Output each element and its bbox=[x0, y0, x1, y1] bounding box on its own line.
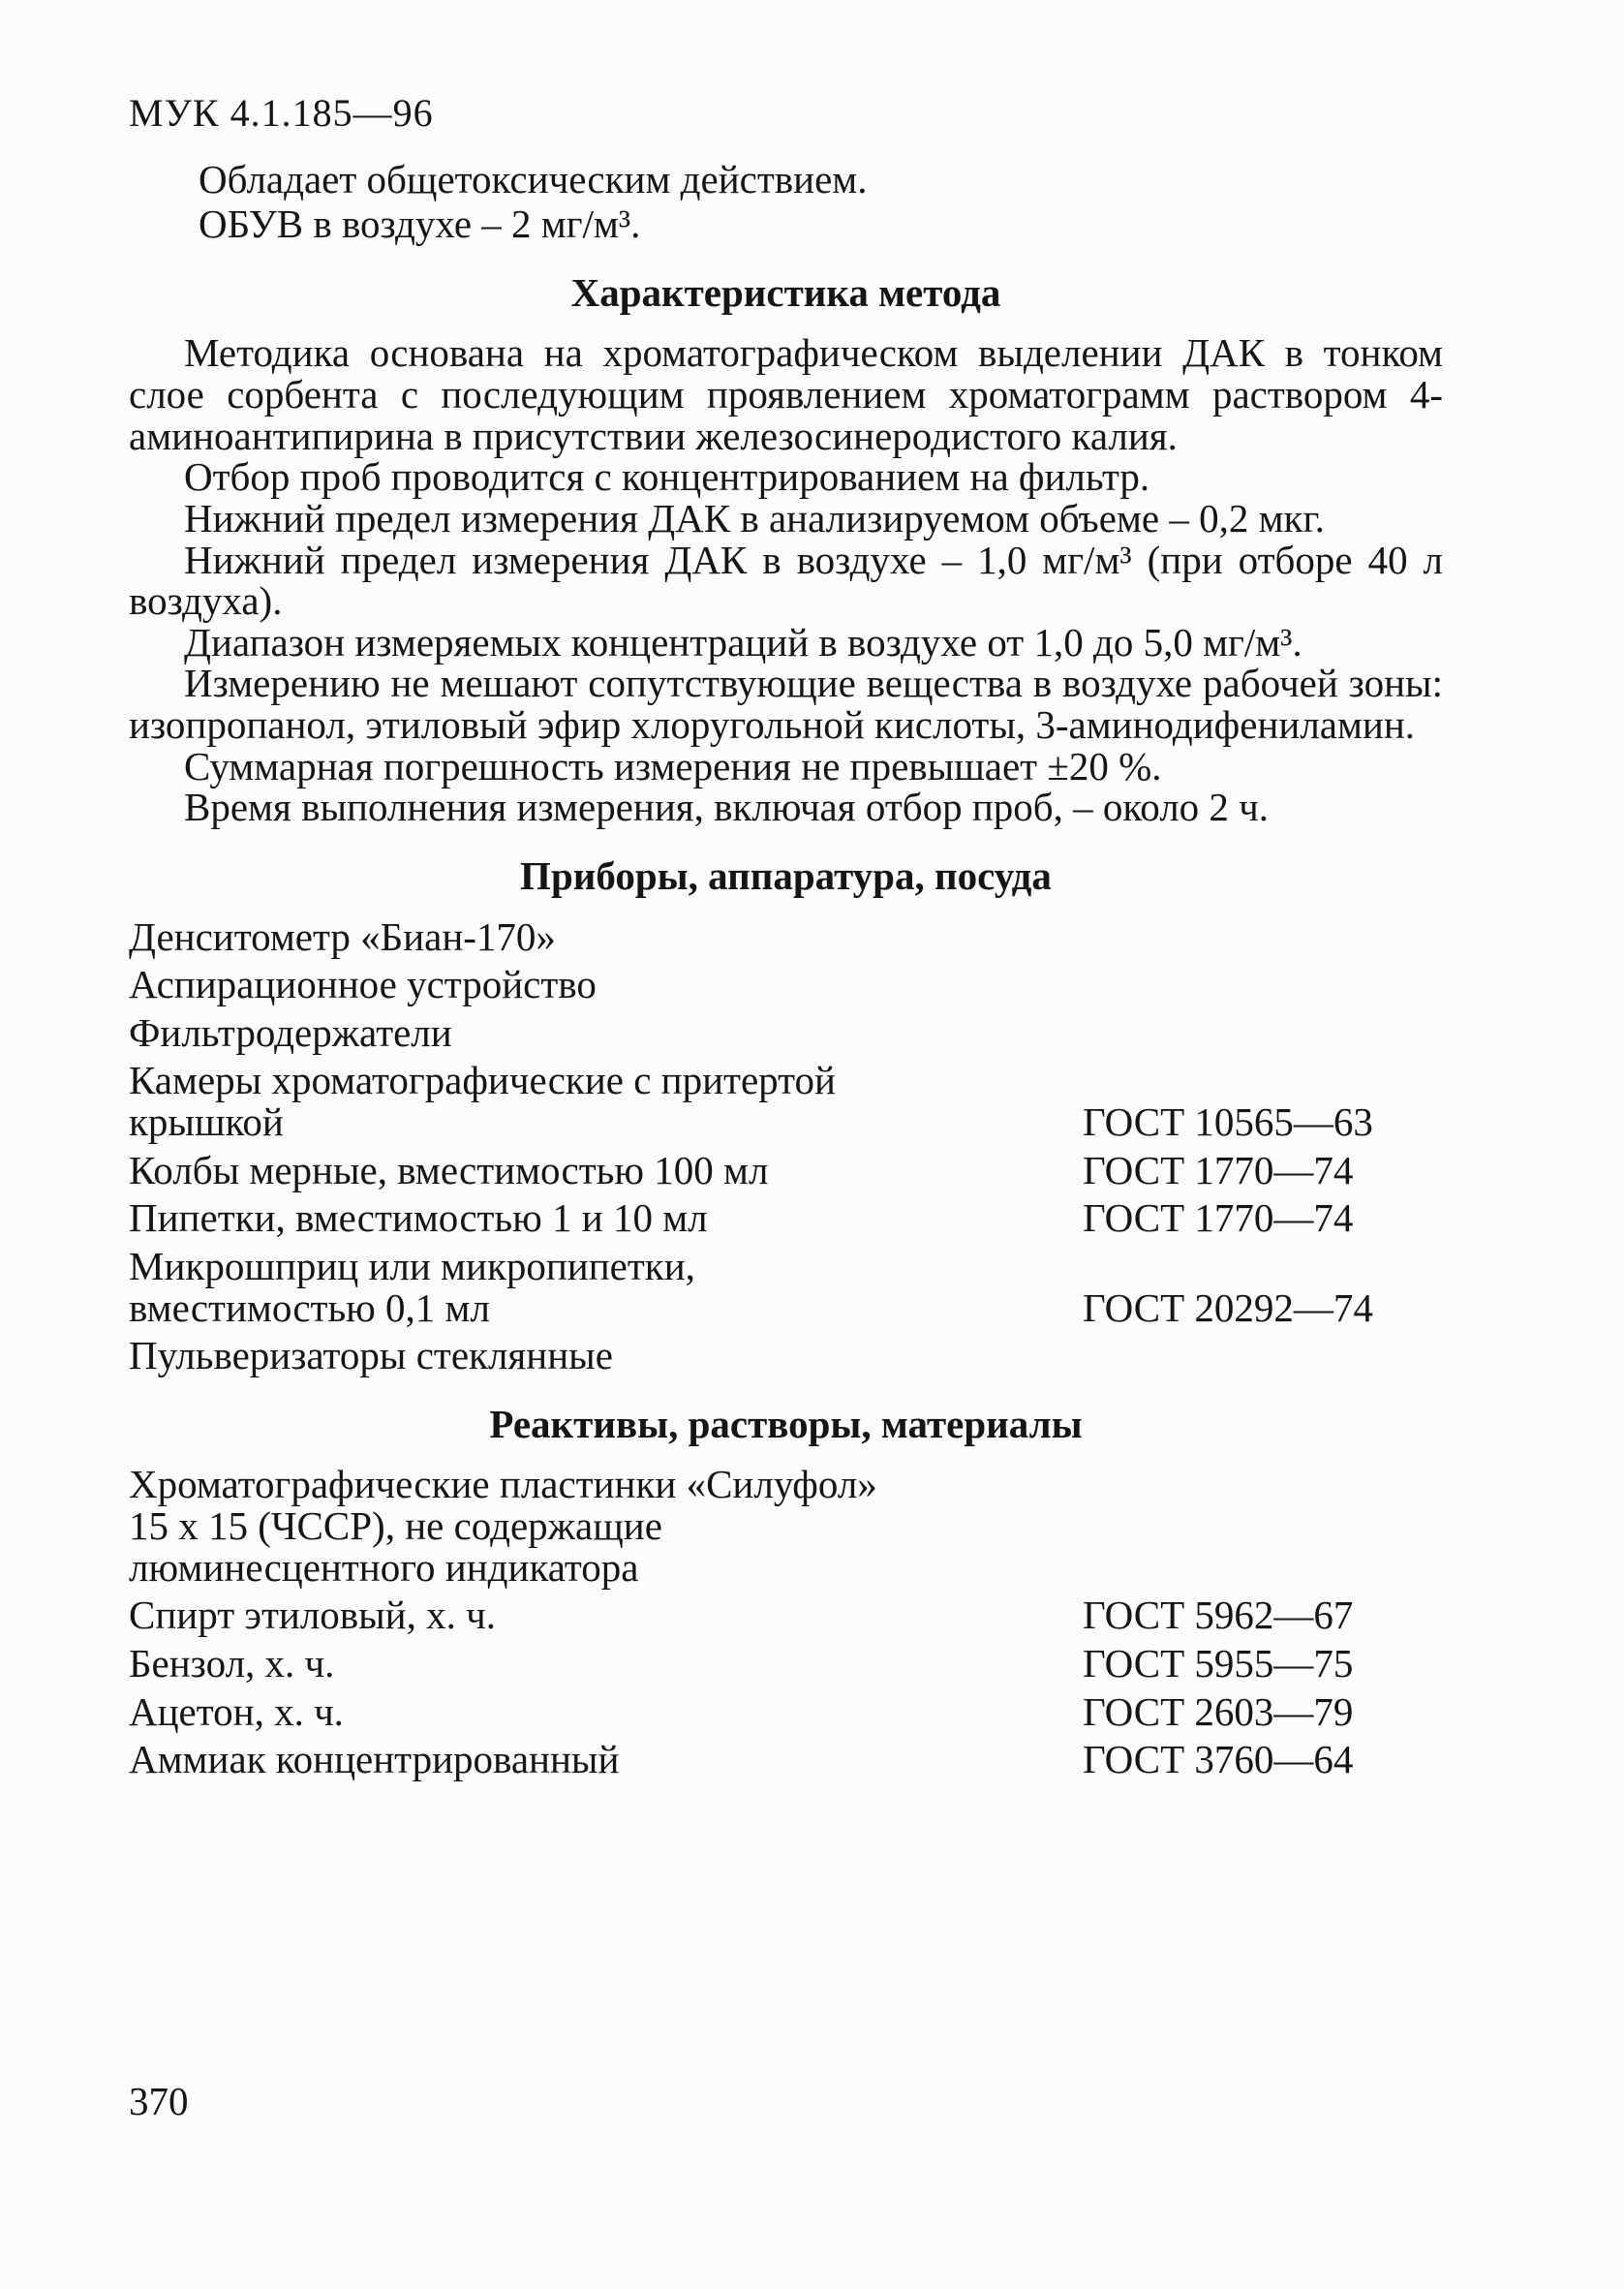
list-item bbox=[129, 1058, 1443, 1145]
list-item bbox=[129, 1594, 1443, 1636]
item-gost: ГОСТ 3760—64 bbox=[1083, 1737, 1354, 1782]
item-name: Аспирационное устройство bbox=[129, 962, 597, 1007]
list-item bbox=[129, 1197, 1443, 1239]
section-title-characteristics: Характеристика метода bbox=[570, 269, 1001, 315]
intro-line: Обладает общетоксическим действием. bbox=[199, 156, 868, 201]
item-name: Камеры хроматографические с притертой крышкой bbox=[129, 1058, 836, 1145]
list-item bbox=[129, 1243, 1443, 1330]
item-gost: ГОСТ 5962—67 bbox=[1083, 1593, 1354, 1638]
list-item bbox=[129, 964, 1443, 1005]
item-name: Микрошприц или микропипетки, вместимостью 0,1 мл bbox=[129, 1243, 695, 1330]
section-title-equipment: Приборы, аппаратура, посуда bbox=[520, 852, 1052, 898]
item-gost: ГОСТ 1770—74 bbox=[1083, 1147, 1354, 1192]
item-name: Пульверизаторы стеклянные bbox=[129, 1333, 613, 1378]
list-item bbox=[129, 1688, 1443, 1734]
list-item bbox=[129, 1009, 1443, 1055]
intro-line: ОБУВ в воздухе – 2 мг/м³. bbox=[199, 201, 641, 247]
item-name: Бензол, х. ч. bbox=[129, 1640, 335, 1686]
paragraph: Измерению не мешают сопутствующие вещества в воздухе рабочей зоны: изопропанол, этиловый эфир хлоругольной кислоты, 3-аминодифениламин. bbox=[129, 661, 1443, 748]
item-name: Ацетон, х. ч. bbox=[129, 1688, 344, 1734]
item-gost: ГОСТ 20292—74 bbox=[1083, 1284, 1373, 1330]
section-title-reagents: Реактивы, растворы, материалы bbox=[489, 1401, 1083, 1446]
paragraph: Отбор проб проводится с концентрированием на фильтр. bbox=[184, 454, 1150, 500]
list-item bbox=[129, 1739, 1443, 1780]
document-code: МУК 4.1.185—96 bbox=[129, 91, 434, 135]
item-gost: ГОСТ 10565—63 bbox=[1083, 1099, 1373, 1145]
paragraph: Суммарная погрешность измерения не превышает ±20 %. bbox=[184, 743, 1162, 789]
list-item bbox=[129, 1335, 1443, 1376]
reagents-list bbox=[129, 1462, 1443, 1782]
item-name: Денситометр «Биан-170» bbox=[129, 913, 556, 959]
item-name: Аммиак концентрированный bbox=[129, 1737, 620, 1782]
list-item bbox=[129, 1464, 1443, 1588]
equipment-list bbox=[129, 913, 1443, 1378]
item-name: Спирт этиловый, х. ч. bbox=[129, 1593, 496, 1638]
item-gost: ГОСТ 1770—74 bbox=[1083, 1195, 1354, 1241]
characteristics-section bbox=[129, 332, 1443, 828]
item-name: Хроматографические пластинки «Силуфол» 15 х 15 (ЧССР), не содержащие люминесцентного индикатора bbox=[129, 1462, 877, 1590]
paragraph: Нижний предел измерения ДАК в воздухе – 1,0 мг/м³ (при отборе 40 л воздуха). bbox=[129, 537, 1443, 624]
list-item bbox=[129, 1640, 1443, 1686]
page-number: 370 bbox=[129, 2079, 189, 2123]
item-name: Пипетки, вместимостью 1 и 10 мл bbox=[129, 1195, 708, 1241]
list-item bbox=[129, 913, 1443, 959]
item-name: Колбы мерные, вместимостью 100 мл bbox=[129, 1147, 769, 1192]
item-gost: ГОСТ 2603—79 bbox=[1083, 1688, 1354, 1734]
intro-block bbox=[199, 156, 1443, 247]
list-item bbox=[129, 1147, 1443, 1192]
paragraph: Диапазон измеряемых концентраций в воздухе от 1,0 до 5,0 мг/м³. bbox=[184, 619, 1302, 665]
paragraph: Методика основана на хроматографическом выделении ДАК в тонком слое сорбента с последующим проявлением хроматограмм раствором 4-аминоантипирина в присутствии железосинеродистого калия. bbox=[129, 330, 1443, 458]
item-gost: ГОСТ 5955—75 bbox=[1083, 1640, 1354, 1686]
paragraph: Нижний предел измерения ДАК в анализируемом объеме – 0,2 мкг. bbox=[184, 495, 1325, 541]
item-name: Фильтродержатели bbox=[129, 1009, 452, 1055]
paragraph: Время выполнения измерения, включая отбор проб, – около 2 ч. bbox=[184, 785, 1270, 830]
